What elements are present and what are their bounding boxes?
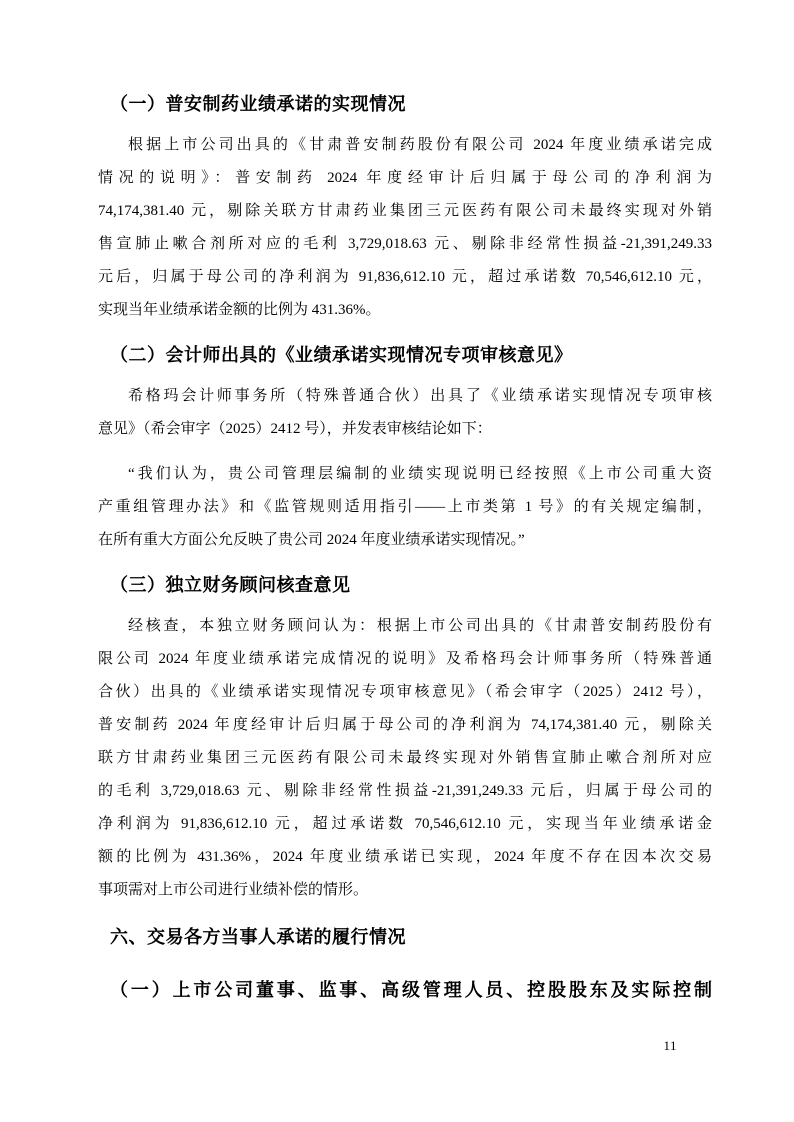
paragraph-line: 额的比例为 431.36%，2024 年度业绩承诺已实现，2024 年度不存在因本次交易 <box>98 849 712 865</box>
subsection-heading: （一）上市公司董事、监事、高级管理人员、控股股东及实际控制 <box>110 980 712 1000</box>
paragraph-line: 意见》（希会审字（2025）2412 号），并发表审核结论如下： <box>98 421 492 437</box>
paragraph <box>98 458 712 557</box>
paragraph-line: 合伙）出具的《业绩承诺实现情况专项审核意见》（希会审字（2025）2412 号）， <box>98 684 712 700</box>
paragraph-line: 售宣肺止嗽合剂所对应的毛利 3,729,018.63 元、剔除非经常性损益-21,391,249.33 <box>98 236 712 252</box>
paragraph <box>98 129 712 327</box>
paragraph-line: 根据上市公司出具的《甘肃普安制药股份有限公司 2024 年度业绩承诺完成 <box>128 137 712 153</box>
paragraph-line: 联方甘肃药业集团三元医药有限公司未最终实现对外销售宣肺止嗽合剂所对应 <box>98 750 712 766</box>
paragraph-line: 的毛利 3,729,018.63 元、剔除非经常性损益-21,391,249.33 元后，归属于母公司的 <box>98 783 712 799</box>
paragraph-line: 产重组管理办法》和《监管规则适用指引——上市类第 1 号》的有关规定编制， <box>98 499 712 515</box>
paragraph-line: “我们认为，贵公司管理层编制的业绩实现说明已经按照《上市公司重大资 <box>128 466 712 482</box>
paragraph-line: 情况的说明》：普安制药 2024 年度经审计后归属于母公司的净利润为 <box>98 170 712 186</box>
paragraph-line: 限公司 2024 年度业绩承诺完成情况的说明》及希格玛会计师事务所（特殊普通 <box>98 651 712 667</box>
subsection-heading: （一）普安制药业绩承诺的实现情况 <box>110 94 406 114</box>
section-heading: 六、交易各方当事人承诺的履行情况 <box>110 927 406 947</box>
paragraph-line: 普安制药 2024 年度经审计后归属于母公司的净利润为 74,174,381.40 元，剔除关 <box>98 717 712 733</box>
paragraph-line: 经核查，本独立财务顾问认为：根据上市公司出具的《甘肃普安制药股份有 <box>128 618 712 634</box>
paragraph-line: 74,174,381.40 元，剔除关联方甘肃药业集团三元医药有限公司未最终实现对外销 <box>98 203 712 219</box>
paragraph-line: 希格玛会计师事务所（特殊普通合伙）出具了《业绩承诺实现情况专项审核 <box>128 388 712 404</box>
paragraph-line: 在所有重大方面公允反映了贵公司 2024 年度业绩承诺实现情况。” <box>98 532 525 548</box>
paragraph-line: 实现当年业绩承诺金额的比例为 431.36%。 <box>98 302 381 318</box>
subsection-heading: （二）会计师出具的《业绩承诺实现情况专项审核意见》 <box>110 345 573 365</box>
paragraph-line: 元后，归属于母公司的净利润为 91,836,612.10 元，超过承诺数 70,546,612.10 元， <box>98 269 712 285</box>
paragraph <box>98 610 712 907</box>
paragraph-line: 净利润为 91,836,612.10 元，超过承诺数 70,546,612.10 元，实现当年业绩承诺金 <box>98 816 712 832</box>
subsection-heading: （三）独立财务顾问核查意见 <box>110 575 351 595</box>
page-number: 11 <box>663 1038 677 1053</box>
paragraph-line: 事项需对上市公司进行业绩补偿的情形。 <box>98 882 369 898</box>
document-content <box>98 88 712 1015</box>
paragraph <box>98 380 712 446</box>
